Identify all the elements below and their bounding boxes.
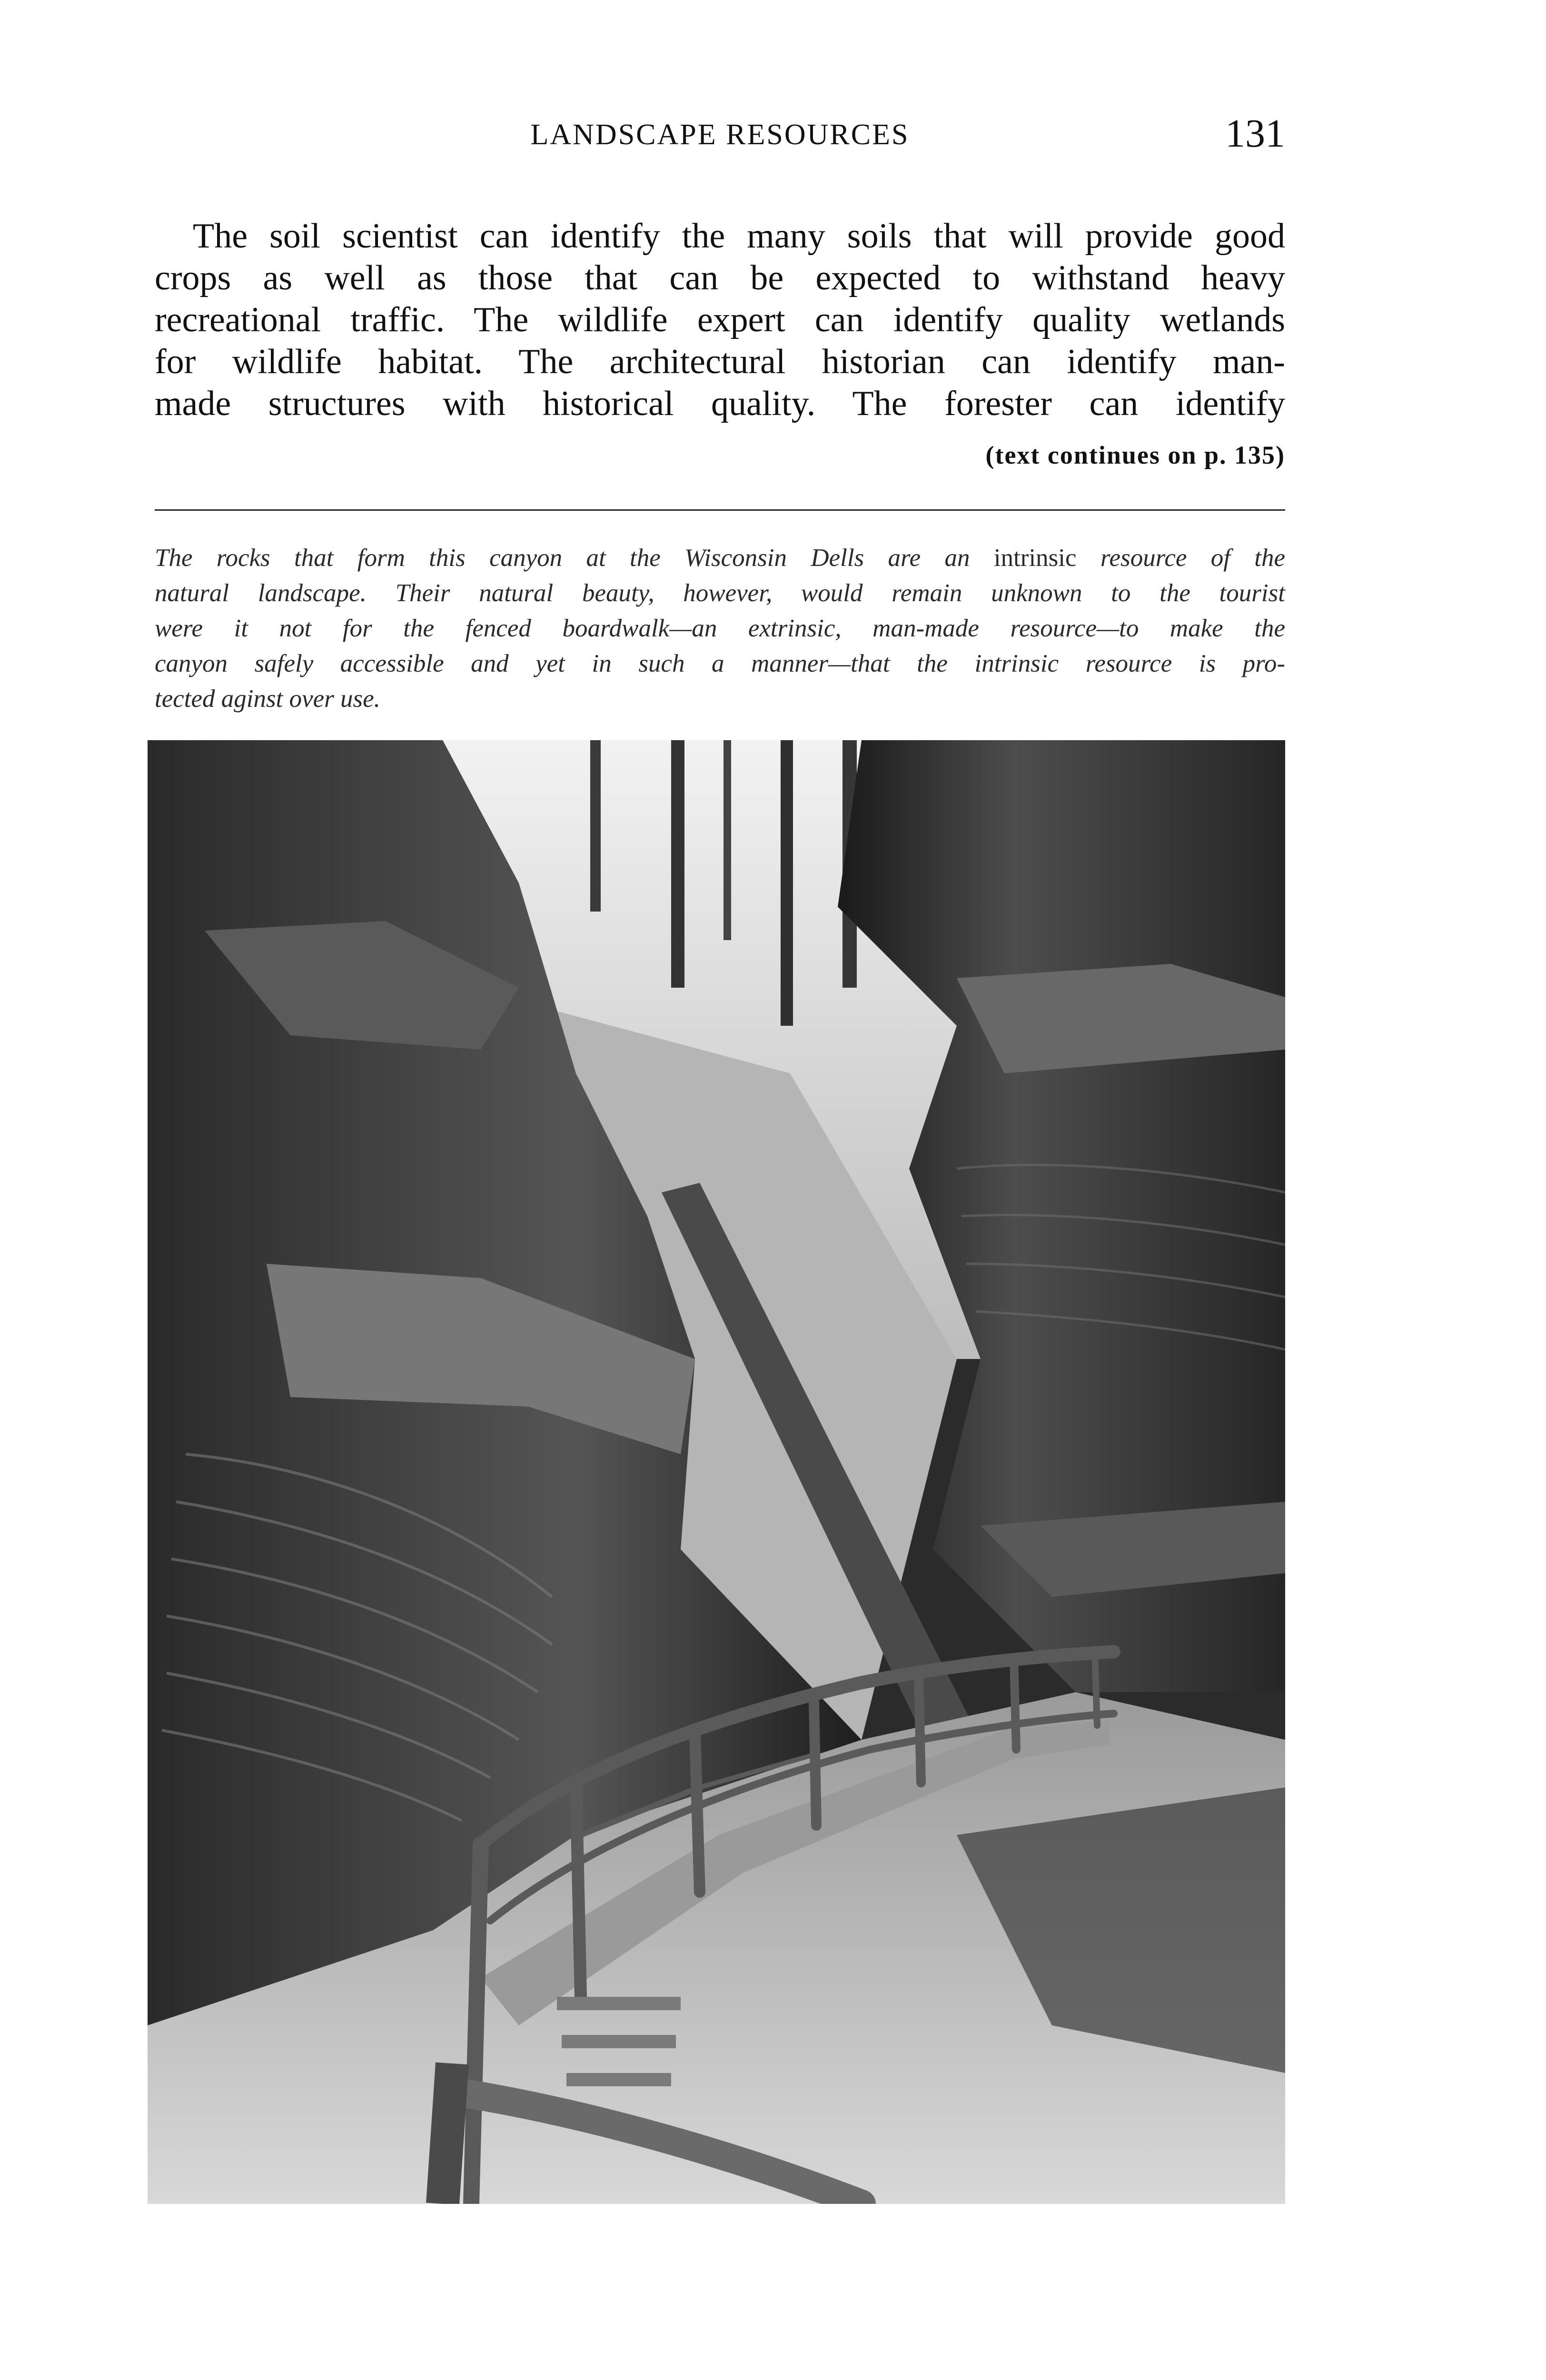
body-line: crops as well as those that can be expected to withstand heavy: [155, 258, 1285, 298]
caption-text: resource of the: [1100, 544, 1286, 572]
photo-caption: [155, 540, 1285, 716]
caption-text: The rocks that form this canyon at the Wisconsin Dells are an: [155, 544, 970, 572]
canyon-photograph: [148, 740, 1285, 2204]
caption-line: canyon safely accessible and yet in such a manner—that the intrinsic resource is pro-: [155, 650, 1285, 677]
caption-line: were it not for the fenced boardwalk—an extrinsic, man-made resource—to make the: [155, 615, 1285, 642]
body-paragraph: [155, 215, 1285, 425]
body-line: The soil scientist can identify the many soils that will provide good: [193, 217, 1285, 256]
caption-line: natural landscape. Their natural beauty, however, would remain unknown to the tourist: [155, 579, 1285, 607]
divider-rule: [155, 509, 1285, 511]
running-title: LANDSCAPE RESOURCES: [530, 119, 910, 151]
body-line: for wildlife habitat. The architectural historian can identify man-: [155, 342, 1285, 381]
tree-trunk: [723, 740, 731, 940]
caption-emphasis: intrinsic: [993, 544, 1077, 572]
page-number: 131: [1225, 111, 1285, 156]
tree-trunk: [671, 740, 684, 988]
tree-trunk: [781, 740, 793, 1026]
caption-line: tected aginst over use.: [155, 685, 380, 713]
running-head: [155, 109, 1285, 162]
tree-trunk: [590, 740, 601, 912]
body-line: recreational traffic. The wildlife expert can identify quality wetlands: [155, 300, 1285, 339]
canyon-photo-illustration: [148, 740, 1285, 2204]
caption-line: [155, 540, 1285, 575]
foreground-post: [443, 2063, 452, 2204]
body-line: made structures with historical quality. The forester can identify: [155, 384, 1285, 423]
continuation-note: (text continues on p. 135): [985, 441, 1285, 469]
